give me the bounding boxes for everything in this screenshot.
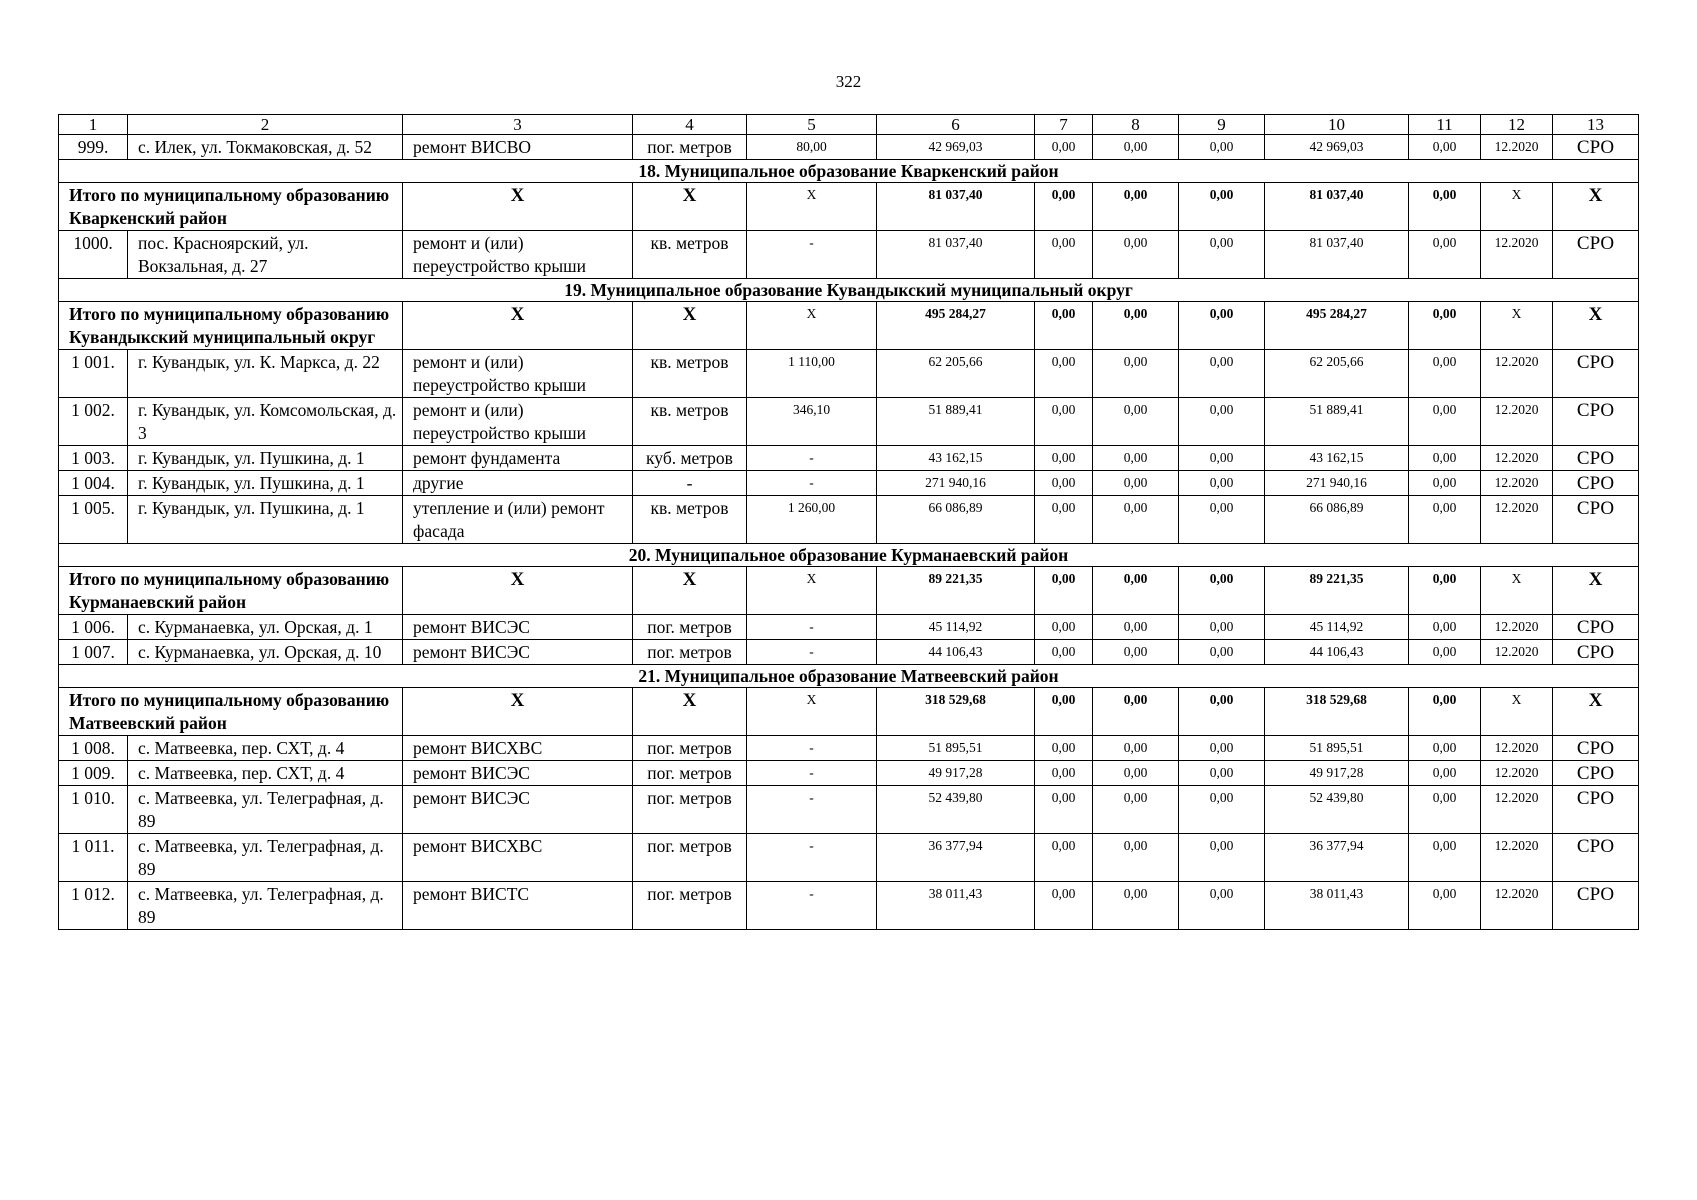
column-number-12: 12 bbox=[1481, 115, 1553, 135]
cell-col-6: 62 205,66 bbox=[877, 350, 1035, 398]
subtotal-cell-col-9: 0,00 bbox=[1179, 688, 1265, 736]
table-row bbox=[59, 640, 1639, 665]
cell-col-6: 38 011,43 bbox=[877, 882, 1035, 930]
cell-col-10: 81 037,40 bbox=[1265, 231, 1409, 279]
cell-col-6: 45 114,92 bbox=[877, 615, 1035, 640]
subtotal-cell-col-10: 318 529,68 bbox=[1265, 688, 1409, 736]
cell-col-8: 0,00 bbox=[1093, 446, 1179, 471]
cell-col-2: с. Матвеевка, пер. СХТ, д. 4 bbox=[128, 761, 403, 786]
cell-col-11: 0,00 bbox=[1409, 882, 1481, 930]
cell-col-10: 49 917,28 bbox=[1265, 761, 1409, 786]
subtotal-cell-col-5: Х bbox=[747, 688, 877, 736]
cell-col-10: 42 969,03 bbox=[1265, 135, 1409, 160]
table-row bbox=[59, 135, 1639, 160]
subtotal-cell-col-12: Х bbox=[1481, 302, 1553, 350]
cell-col-2: с. Илек, ул. Токмаковская, д. 52 bbox=[128, 135, 403, 160]
table-row bbox=[59, 231, 1639, 279]
cell-col-10: 271 940,16 bbox=[1265, 471, 1409, 496]
cell-col-5: 346,10 bbox=[747, 398, 877, 446]
cell-col-5: - bbox=[747, 231, 877, 279]
cell-col-12: 12.2020 bbox=[1481, 471, 1553, 496]
subtotal-label: Итого по муниципальному образованию Кваркенский район bbox=[59, 183, 403, 231]
cell-col-9: 0,00 bbox=[1179, 135, 1265, 160]
cell-col-12: 12.2020 bbox=[1481, 135, 1553, 160]
cell-col-3: ремонт и (или) переустройство крыши bbox=[403, 350, 633, 398]
cell-col-5: - bbox=[747, 834, 877, 882]
subtotal-cell-col-4: Х bbox=[633, 302, 747, 350]
cell-col-3: ремонт ВИСЭС bbox=[403, 786, 633, 834]
cell-col-7: 0,00 bbox=[1035, 231, 1093, 279]
cell-col-3: утепление и (или) ремонт фасада bbox=[403, 496, 633, 544]
cell-col-13: СРО bbox=[1553, 736, 1639, 761]
cell-col-4: кв. метров bbox=[633, 496, 747, 544]
cell-col-5: - bbox=[747, 736, 877, 761]
cell-col-11: 0,00 bbox=[1409, 786, 1481, 834]
cell-col-10: 52 439,80 bbox=[1265, 786, 1409, 834]
cell-col-4: - bbox=[633, 471, 747, 496]
column-number-9: 9 bbox=[1179, 115, 1265, 135]
cell-col-7: 0,00 bbox=[1035, 834, 1093, 882]
subtotal-cell-col-11: 0,00 bbox=[1409, 183, 1481, 231]
cell-col-8: 0,00 bbox=[1093, 398, 1179, 446]
cell-col-5: - bbox=[747, 615, 877, 640]
cell-col-1: 1 008. bbox=[59, 736, 128, 761]
table-row bbox=[59, 398, 1639, 446]
subtotal-cell-col-8: 0,00 bbox=[1093, 183, 1179, 231]
column-number-3: 3 bbox=[403, 115, 633, 135]
section-title: 21. Муниципальное образование Матвеевский район bbox=[59, 665, 1639, 688]
cell-col-12: 12.2020 bbox=[1481, 398, 1553, 446]
column-number-13: 13 bbox=[1553, 115, 1639, 135]
cell-col-6: 49 917,28 bbox=[877, 761, 1035, 786]
section-heading-row bbox=[59, 544, 1639, 567]
subtotal-cell-col-12: Х bbox=[1481, 567, 1553, 615]
table-row bbox=[59, 834, 1639, 882]
cell-col-7: 0,00 bbox=[1035, 640, 1093, 665]
cell-col-6: 66 086,89 bbox=[877, 496, 1035, 544]
cell-col-1: 1 012. bbox=[59, 882, 128, 930]
cell-col-8: 0,00 bbox=[1093, 736, 1179, 761]
section-heading-row bbox=[59, 279, 1639, 302]
cell-col-10: 43 162,15 bbox=[1265, 446, 1409, 471]
cell-col-11: 0,00 bbox=[1409, 761, 1481, 786]
cell-col-12: 12.2020 bbox=[1481, 350, 1553, 398]
cell-col-8: 0,00 bbox=[1093, 761, 1179, 786]
subtotal-cell-col-3: Х bbox=[403, 688, 633, 736]
subtotal-cell-col-5: Х bbox=[747, 302, 877, 350]
cell-col-7: 0,00 bbox=[1035, 736, 1093, 761]
cell-col-5: 80,00 bbox=[747, 135, 877, 160]
cell-col-13: СРО bbox=[1553, 761, 1639, 786]
cell-col-2: с. Матвеевка, пер. СХТ, д. 4 bbox=[128, 736, 403, 761]
cell-col-2: г. Кувандык, ул. Пушкина, д. 1 bbox=[128, 471, 403, 496]
cell-col-6: 51 889,41 bbox=[877, 398, 1035, 446]
cell-col-4: пог. метров bbox=[633, 640, 747, 665]
cell-col-12: 12.2020 bbox=[1481, 882, 1553, 930]
subtotal-cell-col-8: 0,00 bbox=[1093, 302, 1179, 350]
cell-col-8: 0,00 bbox=[1093, 350, 1179, 398]
cell-col-3: ремонт и (или) переустройство крыши bbox=[403, 231, 633, 279]
cell-col-4: пог. метров bbox=[633, 882, 747, 930]
cell-col-6: 81 037,40 bbox=[877, 231, 1035, 279]
subtotal-cell-col-10: 495 284,27 bbox=[1265, 302, 1409, 350]
subtotal-cell-col-7: 0,00 bbox=[1035, 688, 1093, 736]
cell-col-8: 0,00 bbox=[1093, 615, 1179, 640]
cell-col-10: 45 114,92 bbox=[1265, 615, 1409, 640]
cell-col-3: ремонт ВИСЭС bbox=[403, 640, 633, 665]
cell-col-3: ремонт ВИСЭС bbox=[403, 615, 633, 640]
cell-col-6: 36 377,94 bbox=[877, 834, 1035, 882]
cell-col-5: - bbox=[747, 471, 877, 496]
cell-col-10: 51 889,41 bbox=[1265, 398, 1409, 446]
cell-col-8: 0,00 bbox=[1093, 882, 1179, 930]
cell-col-13: СРО bbox=[1553, 398, 1639, 446]
table-row bbox=[59, 736, 1639, 761]
column-number-5: 5 bbox=[747, 115, 877, 135]
cell-col-11: 0,00 bbox=[1409, 736, 1481, 761]
cell-col-1: 999. bbox=[59, 135, 128, 160]
cell-col-11: 0,00 bbox=[1409, 446, 1481, 471]
cell-col-13: СРО bbox=[1553, 640, 1639, 665]
cell-col-9: 0,00 bbox=[1179, 615, 1265, 640]
cell-col-12: 12.2020 bbox=[1481, 736, 1553, 761]
subtotal-cell-col-4: Х bbox=[633, 567, 747, 615]
cell-col-9: 0,00 bbox=[1179, 640, 1265, 665]
cell-col-10: 44 106,43 bbox=[1265, 640, 1409, 665]
subtotal-cell-col-9: 0,00 bbox=[1179, 567, 1265, 615]
table-row bbox=[59, 496, 1639, 544]
cell-col-3: ремонт фундамента bbox=[403, 446, 633, 471]
cell-col-4: пог. метров bbox=[633, 736, 747, 761]
cell-col-13: СРО bbox=[1553, 231, 1639, 279]
subtotal-cell-col-6: 318 529,68 bbox=[877, 688, 1035, 736]
cell-col-12: 12.2020 bbox=[1481, 834, 1553, 882]
cell-col-2: с. Матвеевка, ул. Телеграфная, д. 89 bbox=[128, 834, 403, 882]
cell-col-4: кв. метров bbox=[633, 350, 747, 398]
cell-col-9: 0,00 bbox=[1179, 736, 1265, 761]
cell-col-10: 36 377,94 bbox=[1265, 834, 1409, 882]
cell-col-7: 0,00 bbox=[1035, 350, 1093, 398]
table-row bbox=[59, 350, 1639, 398]
cell-col-8: 0,00 bbox=[1093, 135, 1179, 160]
cell-col-13: СРО bbox=[1553, 446, 1639, 471]
subtotal-cell-col-3: Х bbox=[403, 567, 633, 615]
cell-col-8: 0,00 bbox=[1093, 786, 1179, 834]
cell-col-13: СРО bbox=[1553, 471, 1639, 496]
cell-col-12: 12.2020 bbox=[1481, 761, 1553, 786]
subtotal-label: Итого по муниципальному образованию Кувандыкский муниципальный округ bbox=[59, 302, 403, 350]
cell-col-13: СРО bbox=[1553, 350, 1639, 398]
subtotal-cell-col-11: 0,00 bbox=[1409, 688, 1481, 736]
cell-col-12: 12.2020 bbox=[1481, 786, 1553, 834]
subtotal-row bbox=[59, 183, 1639, 231]
subtotal-row bbox=[59, 688, 1639, 736]
cell-col-3: ремонт ВИСЭС bbox=[403, 761, 633, 786]
cell-col-3: ремонт и (или) переустройство крыши bbox=[403, 398, 633, 446]
cell-col-4: пог. метров bbox=[633, 834, 747, 882]
cell-col-12: 12.2020 bbox=[1481, 615, 1553, 640]
cell-col-4: куб. метров bbox=[633, 446, 747, 471]
cell-col-11: 0,00 bbox=[1409, 398, 1481, 446]
subtotal-cell-col-8: 0,00 bbox=[1093, 688, 1179, 736]
cell-col-3: ремонт ВИСХВС bbox=[403, 834, 633, 882]
cell-col-11: 0,00 bbox=[1409, 135, 1481, 160]
cell-col-1: 1 002. bbox=[59, 398, 128, 446]
cell-col-8: 0,00 bbox=[1093, 471, 1179, 496]
subtotal-cell-col-4: Х bbox=[633, 688, 747, 736]
cell-col-2: г. Кувандык, ул. К. Маркса, д. 22 bbox=[128, 350, 403, 398]
cell-col-8: 0,00 bbox=[1093, 231, 1179, 279]
cell-col-11: 0,00 bbox=[1409, 231, 1481, 279]
cell-col-13: СРО bbox=[1553, 496, 1639, 544]
cell-col-9: 0,00 bbox=[1179, 761, 1265, 786]
subtotal-cell-col-5: Х bbox=[747, 183, 877, 231]
cell-col-2: г. Кувандык, ул. Пушкина, д. 1 bbox=[128, 446, 403, 471]
cell-col-7: 0,00 bbox=[1035, 135, 1093, 160]
cell-col-1: 1 007. bbox=[59, 640, 128, 665]
cell-col-2: с. Курманаевка, ул. Орская, д. 1 bbox=[128, 615, 403, 640]
cell-col-9: 0,00 bbox=[1179, 786, 1265, 834]
cell-col-10: 66 086,89 bbox=[1265, 496, 1409, 544]
cell-col-12: 12.2020 bbox=[1481, 231, 1553, 279]
cell-col-1: 1 009. bbox=[59, 761, 128, 786]
cell-col-10: 62 205,66 bbox=[1265, 350, 1409, 398]
subtotal-cell-col-13: Х bbox=[1553, 302, 1639, 350]
column-number-8: 8 bbox=[1093, 115, 1179, 135]
cell-col-6: 52 439,80 bbox=[877, 786, 1035, 834]
cell-col-3: ремонт ВИСВО bbox=[403, 135, 633, 160]
subtotal-label: Итого по муниципальному образованию Курманаевский район bbox=[59, 567, 403, 615]
subtotal-row bbox=[59, 567, 1639, 615]
cell-col-1: 1 011. bbox=[59, 834, 128, 882]
cell-col-9: 0,00 bbox=[1179, 446, 1265, 471]
cell-col-6: 43 162,15 bbox=[877, 446, 1035, 471]
cell-col-1: 1 001. bbox=[59, 350, 128, 398]
subtotal-cell-col-12: Х bbox=[1481, 183, 1553, 231]
subtotal-cell-col-3: Х bbox=[403, 183, 633, 231]
subtotal-row bbox=[59, 302, 1639, 350]
cell-col-1: 1 003. bbox=[59, 446, 128, 471]
subtotal-cell-col-11: 0,00 bbox=[1409, 567, 1481, 615]
subtotal-cell-col-6: 495 284,27 bbox=[877, 302, 1035, 350]
cell-col-2: с. Матвеевка, ул. Телеграфная, д. 89 bbox=[128, 882, 403, 930]
subtotal-cell-col-7: 0,00 bbox=[1035, 567, 1093, 615]
column-number-header bbox=[59, 115, 1639, 135]
subtotal-cell-col-9: 0,00 bbox=[1179, 183, 1265, 231]
table-row bbox=[59, 761, 1639, 786]
cell-col-2: г. Кувандык, ул. Пушкина, д. 1 bbox=[128, 496, 403, 544]
cell-col-9: 0,00 bbox=[1179, 882, 1265, 930]
cell-col-9: 0,00 bbox=[1179, 496, 1265, 544]
table-row bbox=[59, 615, 1639, 640]
section-heading-row bbox=[59, 665, 1639, 688]
cell-col-12: 12.2020 bbox=[1481, 446, 1553, 471]
cell-col-1: 1 005. bbox=[59, 496, 128, 544]
cell-col-5: - bbox=[747, 882, 877, 930]
cell-col-6: 42 969,03 bbox=[877, 135, 1035, 160]
cell-col-10: 38 011,43 bbox=[1265, 882, 1409, 930]
subtotal-cell-col-10: 81 037,40 bbox=[1265, 183, 1409, 231]
cell-col-3: ремонт ВИСХВС bbox=[403, 736, 633, 761]
subtotal-cell-col-13: Х bbox=[1553, 688, 1639, 736]
page-number: 322 bbox=[835, 72, 862, 91]
cell-col-2: с. Курманаевка, ул. Орская, д. 10 bbox=[128, 640, 403, 665]
cell-col-5: - bbox=[747, 786, 877, 834]
cell-col-11: 0,00 bbox=[1409, 471, 1481, 496]
cell-col-6: 271 940,16 bbox=[877, 471, 1035, 496]
subtotal-cell-col-7: 0,00 bbox=[1035, 183, 1093, 231]
cell-col-1: 1 006. bbox=[59, 615, 128, 640]
subtotal-label: Итого по муниципальному образованию Матвеевский район bbox=[59, 688, 403, 736]
repair-program-table bbox=[58, 114, 1639, 930]
subtotal-cell-col-10: 89 221,35 bbox=[1265, 567, 1409, 615]
cell-col-11: 0,00 bbox=[1409, 350, 1481, 398]
cell-col-9: 0,00 bbox=[1179, 231, 1265, 279]
subtotal-cell-col-6: 89 221,35 bbox=[877, 567, 1035, 615]
cell-col-12: 12.2020 bbox=[1481, 496, 1553, 544]
cell-col-8: 0,00 bbox=[1093, 834, 1179, 882]
cell-col-10: 51 895,51 bbox=[1265, 736, 1409, 761]
cell-col-7: 0,00 bbox=[1035, 882, 1093, 930]
cell-col-2: пос. Красноярский, ул. Вокзальная, д. 27 bbox=[128, 231, 403, 279]
cell-col-4: пог. метров bbox=[633, 786, 747, 834]
cell-col-9: 0,00 bbox=[1179, 834, 1265, 882]
column-number-1: 1 bbox=[59, 115, 128, 135]
cell-col-4: кв. метров bbox=[633, 231, 747, 279]
subtotal-cell-col-13: Х bbox=[1553, 183, 1639, 231]
column-number-10: 10 bbox=[1265, 115, 1409, 135]
cell-col-11: 0,00 bbox=[1409, 615, 1481, 640]
cell-col-1: 1 010. bbox=[59, 786, 128, 834]
cell-col-7: 0,00 bbox=[1035, 615, 1093, 640]
section-title: 20. Муниципальное образование Курманаевский район bbox=[59, 544, 1639, 567]
cell-col-5: - bbox=[747, 761, 877, 786]
cell-col-13: СРО bbox=[1553, 834, 1639, 882]
cell-col-3: ремонт ВИСТС bbox=[403, 882, 633, 930]
subtotal-cell-col-5: Х bbox=[747, 567, 877, 615]
section-title: 19. Муниципальное образование Кувандыкский муниципальный округ bbox=[59, 279, 1639, 302]
cell-col-4: пог. метров bbox=[633, 615, 747, 640]
subtotal-cell-col-7: 0,00 bbox=[1035, 302, 1093, 350]
cell-col-9: 0,00 bbox=[1179, 471, 1265, 496]
cell-col-7: 0,00 bbox=[1035, 446, 1093, 471]
column-number-7: 7 bbox=[1035, 115, 1093, 135]
cell-col-6: 44 106,43 bbox=[877, 640, 1035, 665]
cell-col-6: 51 895,51 bbox=[877, 736, 1035, 761]
cell-col-13: СРО bbox=[1553, 135, 1639, 160]
table-row bbox=[59, 471, 1639, 496]
cell-col-12: 12.2020 bbox=[1481, 640, 1553, 665]
cell-col-9: 0,00 bbox=[1179, 350, 1265, 398]
cell-col-11: 0,00 bbox=[1409, 640, 1481, 665]
cell-col-5: 1 110,00 bbox=[747, 350, 877, 398]
cell-col-4: пог. метров bbox=[633, 135, 747, 160]
column-number-6: 6 bbox=[877, 115, 1035, 135]
cell-col-5: - bbox=[747, 640, 877, 665]
column-number-4: 4 bbox=[633, 115, 747, 135]
cell-col-4: кв. метров bbox=[633, 398, 747, 446]
table-row bbox=[59, 446, 1639, 471]
cell-col-8: 0,00 bbox=[1093, 640, 1179, 665]
subtotal-cell-col-4: Х bbox=[633, 183, 747, 231]
cell-col-2: г. Кувандык, ул. Комсомольская, д. 3 bbox=[128, 398, 403, 446]
subtotal-cell-col-9: 0,00 bbox=[1179, 302, 1265, 350]
cell-col-3: другие bbox=[403, 471, 633, 496]
subtotal-cell-col-11: 0,00 bbox=[1409, 302, 1481, 350]
cell-col-13: СРО bbox=[1553, 615, 1639, 640]
column-number-2: 2 bbox=[128, 115, 403, 135]
section-title: 18. Муниципальное образование Кваркенский район bbox=[59, 160, 1639, 183]
subtotal-cell-col-13: Х bbox=[1553, 567, 1639, 615]
cell-col-9: 0,00 bbox=[1179, 398, 1265, 446]
cell-col-8: 0,00 bbox=[1093, 496, 1179, 544]
section-heading-row bbox=[59, 160, 1639, 183]
subtotal-cell-col-6: 81 037,40 bbox=[877, 183, 1035, 231]
table-row bbox=[59, 786, 1639, 834]
subtotal-cell-col-12: Х bbox=[1481, 688, 1553, 736]
cell-col-5: 1 260,00 bbox=[747, 496, 877, 544]
cell-col-2: с. Матвеевка, ул. Телеграфная, д. 89 bbox=[128, 786, 403, 834]
cell-col-7: 0,00 bbox=[1035, 471, 1093, 496]
cell-col-7: 0,00 bbox=[1035, 786, 1093, 834]
column-number-11: 11 bbox=[1409, 115, 1481, 135]
cell-col-7: 0,00 bbox=[1035, 761, 1093, 786]
cell-col-13: СРО bbox=[1553, 882, 1639, 930]
cell-col-1: 1000. bbox=[59, 231, 128, 279]
cell-col-7: 0,00 bbox=[1035, 398, 1093, 446]
cell-col-4: пог. метров bbox=[633, 761, 747, 786]
table-row bbox=[59, 882, 1639, 930]
cell-col-13: СРО bbox=[1553, 786, 1639, 834]
cell-col-11: 0,00 bbox=[1409, 834, 1481, 882]
subtotal-cell-col-3: Х bbox=[403, 302, 633, 350]
cell-col-1: 1 004. bbox=[59, 471, 128, 496]
cell-col-5: - bbox=[747, 446, 877, 471]
cell-col-7: 0,00 bbox=[1035, 496, 1093, 544]
cell-col-11: 0,00 bbox=[1409, 496, 1481, 544]
subtotal-cell-col-8: 0,00 bbox=[1093, 567, 1179, 615]
